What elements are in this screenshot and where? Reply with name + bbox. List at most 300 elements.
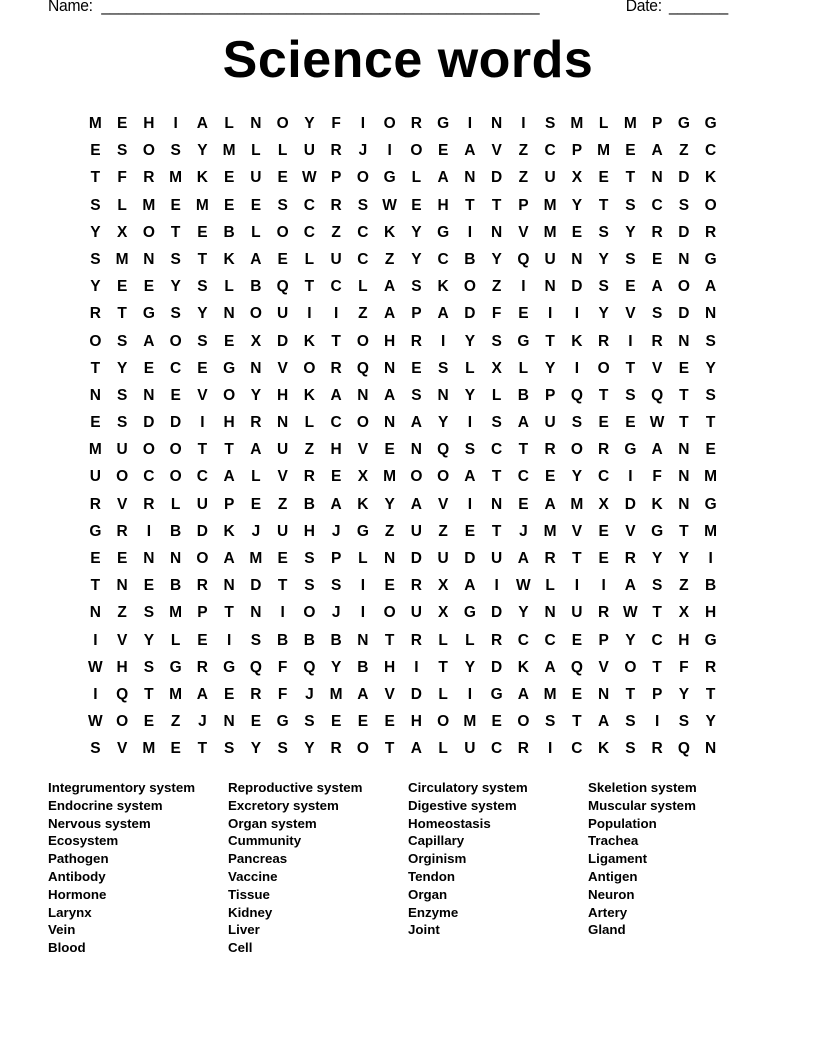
grid-letter: Z <box>518 142 529 160</box>
grid-letter: W <box>382 196 397 214</box>
grid-letter: N <box>678 495 690 513</box>
grid-letter: E <box>651 250 663 268</box>
grid-letter: O <box>437 713 450 731</box>
grid-letter: K <box>303 386 315 404</box>
grid-letter: N <box>89 604 101 622</box>
grid-letter: K <box>437 278 449 296</box>
grid-letter: Y <box>464 332 476 350</box>
grid-letter: O <box>597 359 610 377</box>
grid-letter: N <box>678 250 690 268</box>
grid-letter: N <box>678 332 690 350</box>
grid-letter: N <box>464 169 476 187</box>
grid-letter: O <box>704 196 717 214</box>
grid-letter: Y <box>304 115 315 132</box>
grid-letter: O <box>356 414 369 432</box>
grid-letter: V <box>116 631 128 649</box>
grid-letter: Y <box>170 278 181 296</box>
grid-letter: T <box>384 631 395 649</box>
grid-letter: C <box>491 740 503 758</box>
grid-letter: E <box>571 223 583 241</box>
grid-letter: M <box>543 223 557 241</box>
grid-letter: S <box>705 386 716 404</box>
word-list-item: Vein <box>48 922 76 938</box>
grid-letter: D <box>491 658 503 676</box>
word-list-item: Ligament <box>588 851 648 867</box>
grid-letter: A <box>410 495 422 513</box>
grid-letter: E <box>491 713 502 731</box>
grid-letter: L <box>170 495 181 513</box>
grid-letter: O <box>303 359 316 377</box>
grid-letter: A <box>651 278 663 296</box>
grid-letter: U <box>250 169 262 187</box>
grid-letter: S <box>116 332 128 350</box>
grid-letter: O <box>276 223 289 241</box>
word-list-item: Tissue <box>228 886 270 902</box>
grid-letter: O <box>89 332 102 350</box>
grid-letter: Y <box>411 250 422 268</box>
grid-letter: Y <box>705 713 716 731</box>
grid-letter: R <box>250 414 262 432</box>
grid-letter: S <box>357 196 369 214</box>
word-list-item: Homeostasis <box>408 815 491 831</box>
grid-letter: B <box>464 250 476 268</box>
grid-letter: T <box>545 332 555 350</box>
grid-letter: S <box>223 740 235 758</box>
grid-letter: T <box>679 522 689 540</box>
grid-letter: N <box>705 305 717 323</box>
grid-letter: A <box>651 441 663 459</box>
grid-letter: T <box>197 740 208 758</box>
grid-letter: O <box>356 332 369 350</box>
grid-letter: Y <box>544 359 556 377</box>
grid-letter: C <box>170 359 182 377</box>
grid-letter: M <box>704 468 718 486</box>
grid-letter: S <box>544 115 556 132</box>
grid-letter: Y <box>464 386 476 404</box>
grid-letter: O <box>303 604 316 622</box>
grid-letter: U <box>544 169 556 187</box>
grid-letter: W <box>516 577 531 595</box>
grid-letter: E <box>143 713 155 731</box>
grid-letter: G <box>704 250 717 268</box>
grid-letter: K <box>705 169 717 187</box>
grid-letter: M <box>704 522 718 540</box>
grid-letter: Y <box>678 550 690 567</box>
grid-letter: Z <box>358 305 368 323</box>
grid-letter: H <box>303 522 315 540</box>
grid-letter: T <box>224 604 234 622</box>
grid-letter: E <box>384 577 395 595</box>
grid-letter: V <box>651 359 663 377</box>
grid-letter: I <box>467 223 473 241</box>
word-list-item: Blood <box>48 940 86 956</box>
grid-letter: O <box>116 468 129 486</box>
name-label: Name: <box>48 0 93 15</box>
grid-letter: T <box>652 658 662 676</box>
grid-letter: N <box>678 441 690 459</box>
grid-letter: S <box>304 550 315 567</box>
grid-letter: P <box>197 604 208 622</box>
grid-letter: C <box>571 740 583 758</box>
word-list-item: Skeletion system <box>588 780 697 795</box>
grid-letter: A <box>651 142 663 160</box>
grid-letter: R <box>517 740 529 758</box>
grid-letter: I <box>387 142 392 160</box>
date-label: Date: <box>625 0 662 15</box>
grid-letter: E <box>678 359 690 377</box>
grid-letter: G <box>704 631 717 649</box>
grid-letter: E <box>330 468 342 486</box>
grid-letter: T <box>598 196 609 214</box>
grid-letter: R <box>410 332 422 350</box>
grid-letter: N <box>410 441 422 459</box>
grid-letter: E <box>277 550 288 567</box>
grid-letter: L <box>491 386 502 404</box>
grid-letter: E <box>411 359 422 377</box>
grid-letter: E <box>625 142 636 160</box>
grid-letter: E <box>705 441 716 459</box>
grid-letter: S <box>625 386 636 404</box>
grid-letter: T <box>304 278 315 296</box>
grid-letter: S <box>625 740 636 758</box>
grid-letter: E <box>598 522 609 540</box>
worksheet-header <box>48 0 728 20</box>
grid-letter: R <box>651 332 663 350</box>
grid-letter: R <box>598 332 610 350</box>
grid-letter: D <box>571 278 583 296</box>
grid-letter: B <box>357 658 369 676</box>
grid-letter: L <box>251 223 261 241</box>
grid-letter: M <box>142 196 156 214</box>
grid-letter: E <box>598 414 609 432</box>
grid-letter: S <box>598 278 609 296</box>
grid-letter: E <box>250 713 262 731</box>
grid-letter: Z <box>331 223 341 241</box>
grid-letter: C <box>544 631 556 649</box>
grid-letter: A <box>705 278 717 296</box>
grid-letter: R <box>303 468 315 486</box>
grid-letter: S <box>277 740 288 758</box>
grid-letter: E <box>571 685 583 703</box>
grid-letter: K <box>303 332 315 350</box>
grid-letter: T <box>652 604 662 622</box>
grid-letter: U <box>330 250 342 268</box>
grid-letter: Y <box>598 250 609 268</box>
grid-letter: T <box>679 414 689 432</box>
grid-letter: Z <box>304 441 315 459</box>
grid-letter: N <box>170 550 182 567</box>
grid-letter: D <box>170 414 182 432</box>
grid-letter: E <box>90 550 101 567</box>
grid-letter: S <box>625 250 636 268</box>
grid-letter: T <box>598 386 609 404</box>
grid-letter: V <box>277 359 288 377</box>
grid-letter: P <box>651 685 663 703</box>
grid-letter: B <box>250 278 262 296</box>
grid-letter: Z <box>384 522 395 540</box>
grid-letter: R <box>330 740 342 758</box>
grid-letter: X <box>357 468 369 486</box>
grid-letter: Y <box>330 658 342 676</box>
grid-letter: C <box>651 196 663 214</box>
grid-letter: S <box>170 142 181 160</box>
grid-letter: S <box>491 332 502 350</box>
grid-letter: I <box>628 332 633 350</box>
grid-letter: Q <box>677 740 690 758</box>
grid-letter: Z <box>277 495 288 513</box>
grid-letter: H <box>223 414 235 432</box>
grid-letter: N <box>678 468 690 486</box>
grid-letter: E <box>116 115 128 132</box>
grid-letter: S <box>90 196 101 214</box>
grid-letter: H <box>437 196 449 214</box>
grid-letter: O <box>169 441 182 459</box>
grid-letter: T <box>384 740 395 758</box>
grid-letter: G <box>276 713 289 731</box>
grid-letter: R <box>89 495 101 513</box>
grid-letter: E <box>223 685 235 703</box>
grid-letter: N <box>384 359 396 377</box>
grid-letter: R <box>250 685 262 703</box>
grid-letter: M <box>570 495 584 513</box>
grid-letter: V <box>491 142 502 160</box>
grid-letter: A <box>464 468 476 486</box>
grid-letter: N <box>223 577 235 595</box>
grid-letter: L <box>438 631 448 649</box>
grid-letter: D <box>410 685 422 703</box>
grid-letter: M <box>543 522 557 540</box>
grid-letter: F <box>679 658 689 676</box>
grid-letter: N <box>598 685 610 703</box>
grid-letter: K <box>598 740 610 758</box>
word-list-item: Tendon <box>408 868 456 884</box>
grid-letter: C <box>330 414 342 432</box>
grid-letter: X <box>437 577 449 595</box>
grid-letter: V <box>625 305 636 323</box>
grid-letter: Y <box>598 305 609 323</box>
grid-letter: K <box>571 332 583 350</box>
grid-letter: I <box>333 305 339 323</box>
grid-letter: Z <box>384 250 395 268</box>
grid-letter: Y <box>90 278 101 296</box>
grid-letter: N <box>491 115 503 132</box>
grid-letter: U <box>544 250 556 268</box>
grid-letter: J <box>251 522 261 540</box>
grid-letter: A <box>464 577 476 595</box>
grid-letter: A <box>517 414 529 432</box>
grid-letter: E <box>518 305 529 323</box>
grid-letter: L <box>117 196 127 214</box>
grid-letter: Q <box>570 658 583 676</box>
grid-letter: I <box>654 713 660 731</box>
grid-letter: T <box>705 414 716 432</box>
grid-letter: M <box>623 115 637 132</box>
grid-letter: E <box>571 631 583 649</box>
grid-letter: S <box>651 577 663 595</box>
grid-letter: U <box>89 468 101 486</box>
grid-letter: V <box>571 522 583 540</box>
word-list-item: Capillary <box>408 833 465 849</box>
grid-letter: A <box>544 495 556 513</box>
grid-letter: Q <box>116 685 129 703</box>
grid-letter: S <box>277 196 288 214</box>
grid-letter: A <box>384 386 396 404</box>
grid-letter: S <box>411 278 422 296</box>
grid-letter: V <box>116 740 128 758</box>
grid-letter: R <box>196 658 208 676</box>
grid-letter: E <box>223 332 235 350</box>
grid-letter: T <box>170 223 181 241</box>
grid-letter: L <box>411 169 422 187</box>
grid-letter: W <box>623 604 638 622</box>
grid-letter: S <box>598 223 609 241</box>
grid-letter: Y <box>90 223 101 241</box>
grid-letter: A <box>624 577 636 595</box>
grid-letter: I <box>467 685 473 703</box>
grid-letter: P <box>651 115 663 132</box>
grid-letter: D <box>464 305 476 323</box>
grid-letter: A <box>410 740 422 758</box>
grid-letter: P <box>411 305 422 323</box>
grid-letter: O <box>383 604 396 622</box>
grid-letter: K <box>357 495 369 513</box>
grid-letter: I <box>440 332 446 350</box>
grid-letter: D <box>277 332 289 350</box>
grid-letter: D <box>678 223 690 241</box>
word-list-item: Endocrine system <box>48 797 163 813</box>
grid-letter: O <box>142 223 155 241</box>
grid-letter: N <box>651 169 663 187</box>
grid-letter: F <box>277 658 288 676</box>
word-list-item: Enzyme <box>408 904 459 920</box>
grid-letter: Y <box>143 631 155 649</box>
grid-letter: M <box>88 441 102 459</box>
grid-letter: K <box>223 522 235 540</box>
grid-letter: E <box>170 740 181 758</box>
grid-letter: I <box>574 305 580 323</box>
grid-letter: A <box>598 713 610 731</box>
grid-letter: L <box>598 115 609 132</box>
grid-letter: Q <box>356 359 369 377</box>
grid-letter: L <box>438 685 448 703</box>
grid-letter: Y <box>625 631 636 649</box>
grid-letter: E <box>277 169 288 187</box>
grid-letter: Y <box>116 359 128 377</box>
grid-letter: R <box>116 522 128 540</box>
grid-letter: P <box>598 631 609 649</box>
word-list-item: Muscular system <box>588 797 696 813</box>
grid-letter: I <box>547 305 553 323</box>
grid-letter: I <box>93 685 98 703</box>
grid-letter: O <box>169 468 182 486</box>
grid-letter: Z <box>679 142 689 160</box>
word-list-item: Artery <box>588 904 628 920</box>
grid-letter: U <box>277 522 289 540</box>
grid-letter: C <box>303 196 315 214</box>
word-list-column <box>588 779 768 957</box>
word-list-item: Liver <box>228 922 260 938</box>
grid-letter: R <box>196 577 208 595</box>
grid-letter: V <box>625 522 636 540</box>
grid-letter: P <box>330 169 342 187</box>
word-list-item: Antigen <box>588 868 638 884</box>
grid-letter: H <box>384 332 396 350</box>
grid-letter: O <box>116 713 129 731</box>
grid-letter: G <box>437 115 450 132</box>
grid-letter: S <box>544 713 556 731</box>
grid-letter: I <box>494 577 499 595</box>
grid-letter: Q <box>276 278 289 296</box>
grid-letter: C <box>303 223 315 241</box>
grid-letter: Y <box>518 604 529 622</box>
grid-letter: R <box>624 550 636 567</box>
grid-letter: Q <box>517 250 530 268</box>
grid-letter: J <box>519 522 528 540</box>
grid-letter: F <box>277 685 288 703</box>
grid-letter: A <box>250 441 262 459</box>
grid-letter: D <box>678 169 690 187</box>
grid-letter: I <box>467 495 473 513</box>
grid-letter: T <box>705 685 716 703</box>
grid-letter: Q <box>303 658 316 676</box>
grid-letter: Y <box>571 196 583 214</box>
grid-letter: E <box>330 713 342 731</box>
word-list-item: Ecosystem <box>48 833 119 849</box>
grid-letter: I <box>467 414 473 432</box>
grid-letter: Y <box>250 386 262 404</box>
grid-letter: N <box>89 386 101 404</box>
grid-letter: M <box>597 142 611 160</box>
grid-letter: S <box>197 332 208 350</box>
grid-letter: U <box>116 441 128 459</box>
grid-letter: R <box>410 115 422 132</box>
grid-letter: O <box>624 658 637 676</box>
grid-letter: H <box>384 658 396 676</box>
grid-letter: M <box>115 250 129 268</box>
grid-letter: N <box>544 278 556 296</box>
grid-letter: B <box>223 223 235 241</box>
grid-letter: Z <box>438 522 448 540</box>
grid-letter: T <box>518 441 529 459</box>
grid-letter: L <box>438 740 448 758</box>
grid-letter: C <box>598 468 610 486</box>
grid-letter: O <box>517 713 530 731</box>
grid-letter: E <box>518 495 529 513</box>
grid-letter: O <box>410 142 423 160</box>
grid-letter: N <box>277 414 289 432</box>
grid-letter: T <box>625 169 636 187</box>
word-list-item: Larynx <box>48 904 92 920</box>
grid-letter: S <box>464 441 476 459</box>
grid-letter: I <box>708 550 713 567</box>
grid-letter: O <box>463 278 476 296</box>
grid-letter: P <box>571 142 583 160</box>
grid-letter: O <box>142 441 155 459</box>
grid-letter: E <box>437 142 449 160</box>
grid-letter: S <box>678 713 690 731</box>
grid-letter: B <box>705 577 717 595</box>
word-list-item: Cell <box>228 940 253 956</box>
grid-letter: G <box>704 115 717 132</box>
grid-letter: A <box>223 468 235 486</box>
grid-letter: C <box>705 142 717 160</box>
grid-letter: S <box>330 577 342 595</box>
grid-letter: B <box>170 577 182 595</box>
grid-letter: D <box>410 550 422 567</box>
grid-letter: S <box>625 196 636 214</box>
grid-letter: E <box>544 468 556 486</box>
grid-letter: R <box>651 223 663 241</box>
